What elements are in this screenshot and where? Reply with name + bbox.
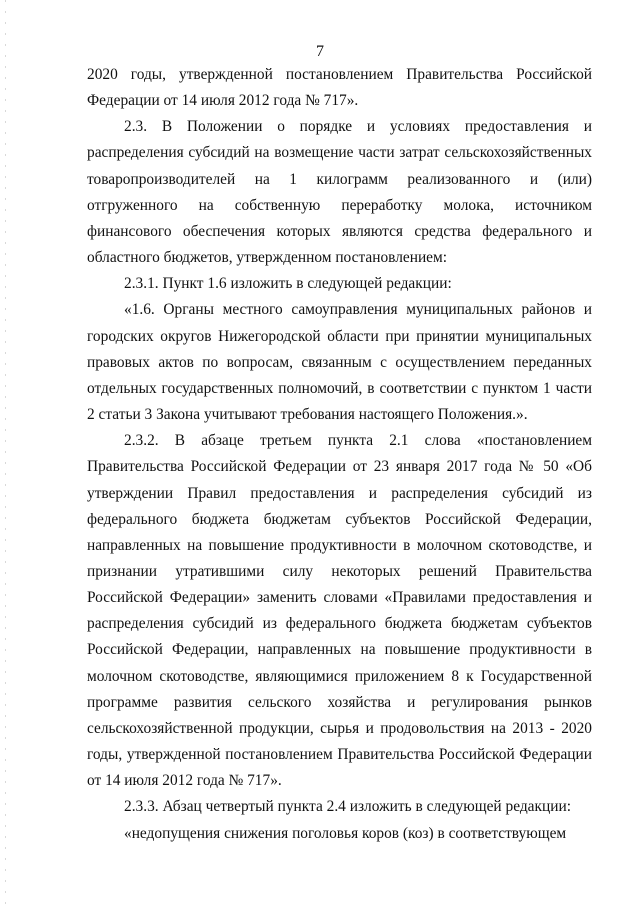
paragraph-2-3-3: 2.3.3. Абзац четвертый пункта 2.4 изложить в следующей редакции: xyxy=(124,798,571,816)
document-body xyxy=(87,62,592,847)
paragraph-continuation: 2020 годы, утвержденной постановлением Правительства Российской Федерации от 14 июля 2012 года № 717». xyxy=(87,66,592,110)
paragraph-2-3: 2.3. В Положении о порядке и условиях предоставления и распределения субсидий на возмещение части затрат сельскохозяйственных товаропроизводителей на 1 килограмм реализованного и (или) отгруженного на собственную переработку молока, источником финансового обеспечения которых являются средства федерального и областного бюджетов, утвержденном постановлением: xyxy=(87,118,592,267)
paragraph-quote-start: «недопущения снижения поголовья коров (коз) в соответствующем xyxy=(124,824,567,842)
paragraph-2-3-1: 2.3.1. Пункт 1.6 изложить в следующей редакции: xyxy=(124,275,452,293)
page-number: 7 xyxy=(316,43,324,60)
scan-edge-marks xyxy=(4,0,7,905)
paragraph-quote-1-6: «1.6. Органы местного самоуправления муниципальных районов и городских округов Нижегородской области при принятии муниципальных правовых актов по вопросам, связанным с осуществлением переданных отдельных государственных полномочий, в соответствии с пунктом 1 части 2 статьи 3 Закона учитывают требования настоящего Положения.». xyxy=(87,301,592,424)
paragraph-2-3-2: 2.3.2. В абзаце третьем пункта 2.1 слова «постановлением Правительства Российской Федерации от 23 января 2017 года № 50 «Об утверждении Правил предоставления и распределения субсидий из федерального бюджета бюджетам субъектов Российской Федерации, направленных на повышение продуктивности в молочном скотоводстве, и признании утратившими силу некоторых решений Правительства Российской Федерации» заменить словами «Правилами предоставления и распределения субсидий из федерального бюджета бюджетам субъектов Российской Федерации, направленных на повышение продуктивности в молочном скотоводстве, являющимися приложением 8 к Государственной программе развития сельского хозяйства и регулирования рынков сельскохозяйственной продукции, сырья и продовольствия на 2013 - 2020 годы, утвержденной постановлением Правительства Российской Федерации от 14 июля 2012 года № 717». xyxy=(87,432,592,790)
